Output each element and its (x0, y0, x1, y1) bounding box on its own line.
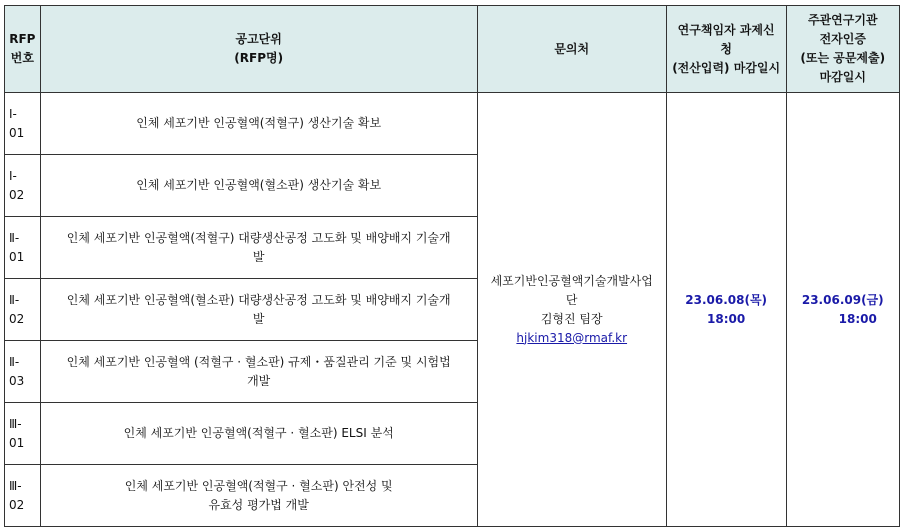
rfp-number (5, 217, 41, 279)
rfp-number-part: Ⅱ- (9, 230, 20, 245)
rfp-table (4, 5, 900, 527)
rfp-number-part: Ⅱ- (9, 354, 20, 369)
rfp-number (5, 93, 41, 155)
rfp-name-line: 인체 세포기반 인공혈액(적혈구 · 혈소판) ELSI 분석 (123, 426, 394, 440)
header-text: (또는 공문제출) (800, 51, 886, 65)
rfp-name (40, 403, 477, 465)
header-text: 연구책임자 과제신 (677, 22, 775, 37)
rfp-name (40, 341, 477, 403)
header-text: (RFP명) (234, 51, 284, 65)
rfp-number (5, 403, 41, 465)
header-text: 공고단위 (235, 32, 282, 46)
rfp-number-part: Ⅰ- (9, 106, 17, 121)
contact-cell (477, 93, 666, 527)
cert-cell (786, 93, 899, 527)
header-text: 청 (720, 41, 732, 56)
header-text: 번호 (10, 51, 34, 65)
header-text: 전자인증 (819, 32, 866, 46)
rfp-number-part: 01 (9, 125, 25, 140)
header-rfp-no (5, 6, 41, 93)
rfp-number-part: Ⅱ- (9, 292, 20, 307)
rfp-number-part: 01 (9, 435, 25, 450)
contact-person: 김형진 팀장 (540, 311, 603, 326)
header-text: 문의처 (554, 41, 590, 56)
table-header-row (5, 6, 900, 93)
rfp-name (40, 279, 477, 341)
rfp-number-part: 01 (9, 249, 25, 264)
contact-org: 세포기반인공혈액기술개발사업 (490, 273, 653, 288)
rfp-number-part: 03 (9, 373, 25, 388)
rfp-number-part: Ⅲ- (9, 478, 22, 493)
contact-email-link[interactable]: hjkim318@rmaf.kr (516, 330, 628, 345)
rfp-name-line: 인체 세포기반 인공혈액(적혈구) 생산기술 확보 (136, 116, 382, 130)
rfp-name-line: 발 (252, 311, 265, 326)
rfp-name-line: 인체 세포기반 인공혈액(혈소판) 대량생산공정 고도화 및 배양배지 기술개 (66, 292, 451, 307)
rfp-number (5, 465, 41, 527)
header-text: 마감일시 (819, 70, 866, 84)
rfp-name-line: 인체 세포기반 인공혈액(적혈구 · 혈소판) 안전성 및 (124, 478, 393, 493)
contact-org: 단 (565, 292, 578, 307)
header-text: RFP (9, 32, 36, 46)
header-unit (40, 6, 477, 93)
cert-date: 23.06.09(금) (801, 292, 884, 307)
rfp-number-part: 02 (9, 311, 25, 326)
rfp-name (40, 465, 477, 527)
rfp-name-line: 발 (252, 249, 265, 264)
rfp-name-line: 유효성 평가법 개발 (208, 497, 309, 512)
rfp-number-part: 02 (9, 187, 25, 202)
cert-time: 18:00 (838, 311, 877, 326)
rfp-number (5, 155, 41, 217)
rfp-name (40, 93, 477, 155)
rfp-name-line: 개발 (247, 373, 271, 388)
deadline-cell (666, 93, 786, 527)
rfp-name-line: 인체 세포기반 인공혈액 (적혈구 · 혈소판) 규제・품질관리 기준 및 시험법 (66, 354, 451, 369)
rfp-name-line: 인체 세포기반 인공혈액(적혈구) 대량생산공정 고도화 및 배양배지 기술개 (66, 230, 451, 245)
rfp-number-part: Ⅲ- (9, 416, 22, 431)
header-text: (전산입력) 마감일시 (672, 60, 781, 75)
rfp-number-part: 02 (9, 497, 25, 512)
rfp-name-line: 인체 세포기반 인공혈액(혈소판) 생산기술 확보 (136, 178, 382, 192)
rfp-number-part: Ⅰ- (9, 168, 17, 183)
deadline-text: 23.06.08(목) 18:00 (685, 292, 768, 326)
header-contact (477, 6, 666, 93)
rfp-number (5, 341, 41, 403)
header-deadline (666, 6, 786, 93)
header-text: 주관연구기관 (807, 13, 878, 27)
rfp-name (40, 217, 477, 279)
header-cert (786, 6, 899, 93)
rfp-number (5, 279, 41, 341)
rfp-name (40, 155, 477, 217)
table-row (5, 93, 900, 155)
